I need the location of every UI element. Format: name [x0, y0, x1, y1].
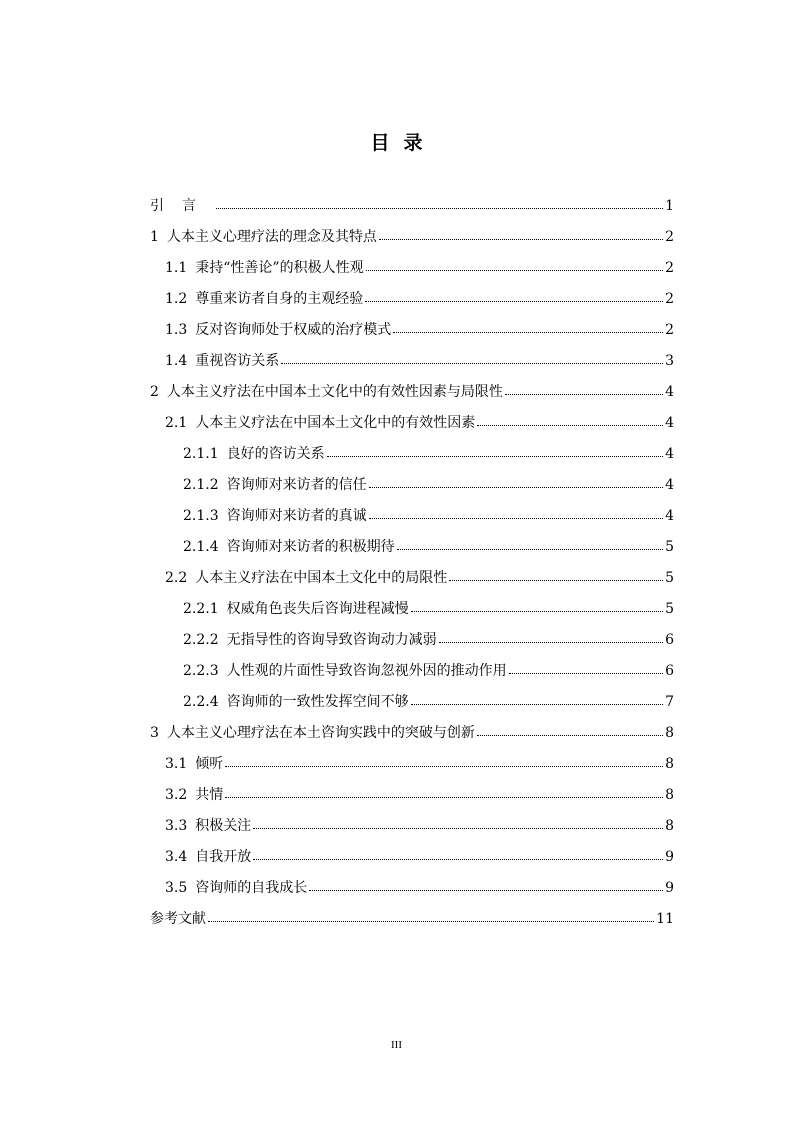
toc-leader	[505, 394, 663, 395]
toc-entry-page: 5	[665, 569, 674, 586]
toc-leader	[439, 642, 663, 643]
toc-entry-page: 7	[665, 693, 674, 710]
toc-entry-page: 8	[665, 755, 674, 772]
toc-entry[interactable]	[150, 872, 674, 903]
toc-entry-number: 2.1.2	[183, 476, 219, 493]
toc-entry-page: 4	[665, 507, 674, 524]
toc-entry-label: 人性观的片面性导致咨询忽视外因的推动作用	[226, 662, 507, 679]
toc-entry[interactable]	[150, 748, 674, 779]
toc-entry[interactable]	[150, 283, 674, 314]
toc-entry[interactable]	[150, 376, 674, 407]
toc-entry-label: 自我开放	[195, 848, 252, 865]
toc-leader	[477, 735, 663, 736]
toc-leader	[379, 239, 663, 240]
toc-leader	[327, 456, 663, 457]
toc-entry-page: 6	[665, 631, 674, 648]
toc-entry-label: 咨询师的自我成长	[195, 879, 308, 896]
toc-entry-number: 1.1	[165, 259, 188, 276]
toc-leader	[225, 766, 663, 767]
toc-entry-label: 权威角色丧失后咨询进程减慢	[226, 600, 409, 617]
toc-entry-label: 咨询师对来访者的真诚	[226, 507, 367, 524]
toc-entry-number: 1	[150, 228, 159, 245]
toc-entry-label: 无指导性的咨询导致咨询动力减弱	[226, 631, 437, 648]
toc-entry-label: 尊重来访者自身的主观经验	[195, 290, 364, 307]
toc-entry-page: 8	[665, 724, 674, 741]
toc-entry-number: 3	[150, 724, 159, 741]
toc-entry-label: 参考文献	[150, 910, 206, 927]
toc-entry-page: 4	[665, 414, 674, 431]
toc-entry-number: 2.2.1	[183, 600, 219, 617]
toc-entry-number: 2.2	[165, 569, 188, 586]
toc-entry-page: 6	[665, 662, 674, 679]
toc-entry-label: 人本主义疗法在中国本土文化中的局限性	[195, 569, 448, 586]
toc-entry[interactable]	[150, 438, 674, 469]
toc-entry[interactable]	[150, 717, 674, 748]
toc-entry[interactable]	[150, 221, 674, 252]
toc-entry-label: 秉持“性善论”的积极人性观	[195, 259, 364, 276]
toc-entry-page: 8	[665, 786, 674, 803]
toc-leader	[225, 797, 663, 798]
toc-leader	[411, 611, 663, 612]
page-number: III	[391, 1039, 402, 1051]
toc-leader	[216, 208, 663, 209]
toc-entry-label: 人本主义心理疗法的理念及其特点	[166, 228, 377, 245]
toc-entry-label: 人本主义疗法在中国本土文化中的有效性因素	[195, 414, 476, 431]
toc-entry-page: 4	[665, 476, 674, 493]
toc-entry[interactable]	[150, 314, 674, 345]
toc-entry-page: 5	[665, 538, 674, 555]
toc-leader	[253, 859, 663, 860]
toc-entry-label: 良好的咨访关系	[226, 445, 325, 462]
toc-entry-label: 反对咨询师处于权威的治疗模式	[195, 321, 392, 338]
toc-entry-label: 重视咨访关系	[195, 352, 280, 369]
toc-entry-page: 11	[656, 910, 674, 927]
toc-leader	[393, 332, 663, 333]
toc-leader	[366, 270, 663, 271]
toc-entry-number: 1.3	[165, 321, 188, 338]
toc-entry[interactable]	[150, 655, 674, 686]
toc-entry[interactable]	[150, 407, 674, 438]
toc-entry-page: 2	[665, 321, 674, 338]
toc-entry-page: 2	[665, 228, 674, 245]
toc-entry[interactable]	[150, 624, 674, 655]
toc-leader	[281, 363, 663, 364]
toc-entry[interactable]	[150, 593, 674, 624]
toc-entry-label: 引言	[150, 197, 214, 214]
toc-leader	[477, 425, 663, 426]
toc-entry-number: 3.5	[165, 879, 188, 896]
toc-leader	[369, 518, 663, 519]
toc-leader	[397, 549, 663, 550]
toc-entry-page: 9	[665, 848, 674, 865]
toc-entry-label: 共情	[195, 786, 224, 803]
toc-entry-label: 人本主义心理疗法在本土咨询实践中的突破与创新	[166, 724, 475, 741]
toc-entry[interactable]	[150, 500, 674, 531]
toc-entry-label: 咨询师对来访者的信任	[226, 476, 367, 493]
toc-entry-label: 倾听	[195, 755, 224, 772]
toc-entry-references[interactable]	[150, 903, 674, 934]
toc-entry-number: 1.4	[165, 352, 188, 369]
toc-leader	[369, 487, 663, 488]
toc-leader	[309, 890, 663, 891]
toc-entry-number: 2.1.1	[183, 445, 219, 462]
toc-entry-page: 4	[665, 383, 674, 400]
toc-entry-page: 9	[665, 879, 674, 896]
toc-entry[interactable]	[150, 779, 674, 810]
toc-entry[interactable]	[150, 686, 674, 717]
toc-entry-number: 2.2.4	[183, 693, 219, 710]
toc-entry-number: 2	[150, 383, 159, 400]
toc-entry-label: 咨询师的一致性发挥空间不够	[226, 693, 409, 710]
toc-entry-number: 1.2	[165, 290, 188, 307]
toc-entry[interactable]	[150, 345, 674, 376]
toc-entry[interactable]	[150, 469, 674, 500]
toc-entry-number: 3.1	[165, 755, 188, 772]
toc-entry-page: 2	[665, 290, 674, 307]
toc-entry-number: 3.2	[165, 786, 188, 803]
toc-entry-page: 4	[665, 445, 674, 462]
toc-leader	[365, 301, 663, 302]
toc-entry-number: 2.2.2	[183, 631, 219, 648]
table-of-contents	[150, 190, 674, 934]
toc-leader	[449, 580, 663, 581]
toc-entry-intro[interactable]	[150, 190, 674, 221]
toc-entry-label: 咨询师对来访者的积极期待	[226, 538, 395, 555]
toc-entry-page: 1	[665, 197, 674, 214]
toc-entry[interactable]	[150, 810, 674, 841]
toc-entry-page: 3	[665, 352, 674, 369]
toc-entry-number: 3.3	[165, 817, 188, 834]
toc-title: 目录	[370, 132, 437, 154]
toc-entry-number: 2.1.3	[183, 507, 219, 524]
toc-entry[interactable]	[150, 562, 674, 593]
toc-entry-label: 积极关注	[195, 817, 252, 834]
toc-entry-page: 8	[665, 817, 674, 834]
toc-entry-page: 5	[665, 600, 674, 617]
toc-entry-number: 2.1	[165, 414, 188, 431]
toc-entry-number: 2.1.4	[183, 538, 219, 555]
toc-entry[interactable]	[150, 841, 674, 872]
toc-entry-page: 2	[665, 259, 674, 276]
toc-entry[interactable]	[150, 531, 674, 562]
toc-entry-label: 人本主义疗法在中国本土文化中的有效性因素与局限性	[166, 383, 503, 400]
toc-leader	[411, 704, 663, 705]
toc-entry[interactable]	[150, 252, 674, 283]
toc-entry-number: 3.4	[165, 848, 188, 865]
toc-entry-number: 2.2.3	[183, 662, 219, 679]
toc-leader	[208, 921, 654, 922]
toc-leader	[509, 673, 663, 674]
toc-leader	[253, 828, 663, 829]
